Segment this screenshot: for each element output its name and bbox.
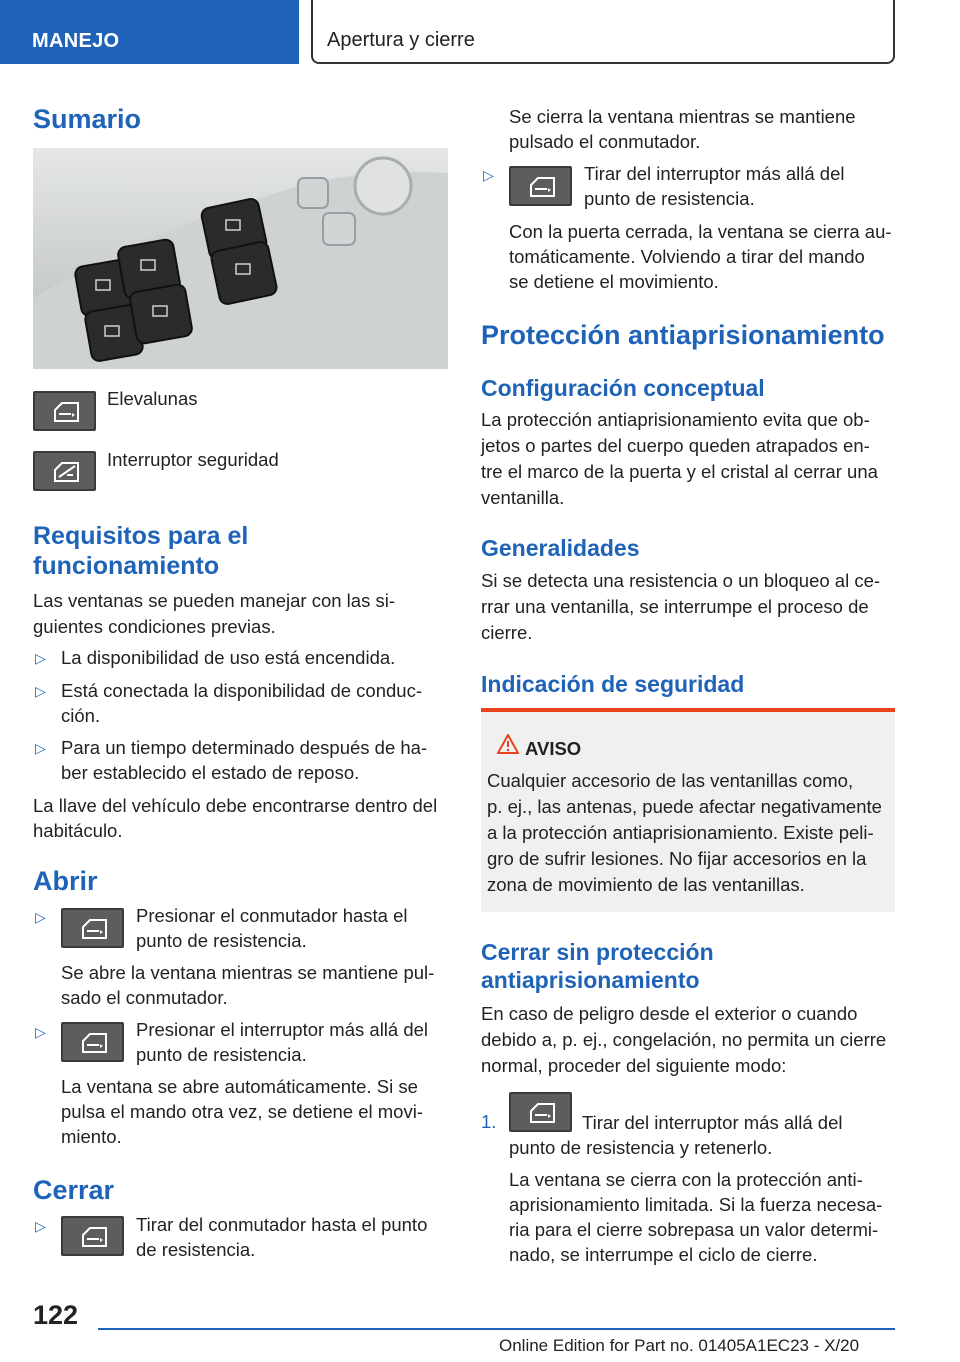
window-switch-icon xyxy=(33,391,96,431)
warning-text-l2: p. ej., las antenas, puede afectar negativamente xyxy=(487,796,882,817)
header-chapter-tab xyxy=(311,0,895,64)
bullet-icon: ▷ xyxy=(483,167,494,183)
window-switch-icon xyxy=(61,908,124,948)
cerrar-title: Cerrar xyxy=(33,1175,115,1205)
header-chapter-label: Apertura y cierre xyxy=(327,29,475,51)
cerrar-sin-title-l1: Cerrar sin protección xyxy=(481,939,714,965)
cerrar-item-2-desc-l1: Con la puerta cerrada, la ventana se cierra au- xyxy=(509,221,892,242)
footer-divider xyxy=(98,1328,895,1330)
window-switch-icon xyxy=(509,166,572,206)
requisito-2-l1: Está conectada la disponibilidad de conduc- xyxy=(61,680,422,701)
requisitos-note-l1: La llave del vehículo debe encontrarse dentro del xyxy=(33,795,438,816)
requisito-3-l1: Para un tiempo determinado después de ha- xyxy=(61,737,428,758)
cerrar-item-2-l1: Tirar del interruptor más allá del xyxy=(584,163,845,184)
abrir-item-1-desc-l2: sado el conmutador. xyxy=(61,987,228,1008)
cerrar-item-1-desc-l1: Se cierra la ventana mientras se mantiene xyxy=(509,106,856,127)
abrir-item-2-desc-l1: La ventana se abre automáticamente. Si se xyxy=(61,1076,418,1097)
step-1-l1: Tirar del interruptor más allá del xyxy=(582,1112,843,1133)
window-switch-icon xyxy=(61,1216,124,1256)
abrir-item-1-desc-l1: Se abre la ventana mientras se mantiene pul- xyxy=(61,962,435,983)
warning-text-l1: Cualquier accesorio de las ventanillas como, xyxy=(487,770,854,791)
cerrar-sin-l1: En caso de peligro desde el exterior o cuando xyxy=(481,1003,858,1024)
warning-text-l4: gro de sufrir lesiones. No fijar accesorios en la xyxy=(487,848,867,869)
step-1-desc-l4: nado, se interrumpe el ciclo de cierre. xyxy=(509,1244,818,1265)
generalidades-l3: cierre. xyxy=(481,622,533,643)
step-number: 1. xyxy=(481,1111,497,1132)
generalidades-title: Generalidades xyxy=(481,535,640,561)
requisitos-title-l2: funcionamiento xyxy=(33,552,220,580)
page-number: 122 xyxy=(33,1300,79,1330)
window-switch-panel-photo xyxy=(33,148,448,369)
edition-label: Online Edition for Part no. 01405A1EC23 - X/20 xyxy=(499,1336,860,1355)
abrir-item-2-l1: Presionar el interruptor más allá del xyxy=(136,1019,429,1040)
warning-triangle-icon xyxy=(497,734,519,754)
cerrar-item-2-desc-l3: se detiene el movimiento. xyxy=(509,271,719,292)
step-1-l2: punto de resistencia y retenerlo. xyxy=(509,1137,773,1158)
safety-switch-icon xyxy=(33,451,96,491)
abrir-item-1-l2: punto de resistencia. xyxy=(136,930,307,951)
legend-label-elevalunas: Elevalunas xyxy=(107,388,198,409)
warning-label: AVISO xyxy=(525,738,582,759)
cerrar-sin-l3: normal, proceder del siguiente modo: xyxy=(481,1055,787,1076)
bullet-icon: ▷ xyxy=(35,909,46,925)
cerrar-sin-l2: debido a, p. ej., congelación, no permita un cierre xyxy=(481,1029,887,1050)
requisitos-note-l2: habitáculo. xyxy=(33,820,123,841)
window-switch-icon xyxy=(61,1022,124,1062)
abrir-item-2-l2: punto de resistencia. xyxy=(136,1044,307,1065)
requisitos-title-l1: Requisitos para el xyxy=(33,522,249,550)
proteccion-title: Protección antiaprisionamiento xyxy=(481,320,885,350)
legend-label-interruptor-seguridad: Interruptor seguridad xyxy=(107,449,279,470)
sumario-title: Sumario xyxy=(33,104,142,134)
generalidades-l1: Si se detecta una resistencia o un bloqueo al ce- xyxy=(481,570,881,591)
bullet-icon: ▷ xyxy=(35,683,46,699)
abrir-title: Abrir xyxy=(33,866,98,896)
header-section-tab xyxy=(0,0,299,64)
requisito-2-l2: ción. xyxy=(61,705,101,726)
configuracion-title: Configuración conceptual xyxy=(481,375,765,401)
cerrar-item-2-l2: punto de resistencia. xyxy=(584,188,755,209)
step-1-desc-l1: La ventana se cierra con la protección anti- xyxy=(509,1169,863,1190)
abrir-item-2-desc-l2: pulsa el mando otra vez, se detiene el movi- xyxy=(61,1101,423,1122)
window-switch-icon xyxy=(509,1092,572,1132)
warning-text-l5: zona de movimiento de las ventanillas. xyxy=(487,874,805,895)
indicacion-seguridad-title: Indicación de seguridad xyxy=(481,671,745,697)
bullet-icon: ▷ xyxy=(35,1218,46,1234)
warning-text-l3: a la protección antiaprisionamiento. Existe peli- xyxy=(487,822,874,843)
bullet-icon: ▷ xyxy=(35,650,46,666)
cerrar-item-2-desc-l2: tomáticamente. Volviendo a tirar del mando xyxy=(509,246,865,267)
cerrar-item-1-desc-l2: pulsado el conmutador. xyxy=(509,131,701,152)
step-1-desc-l3: ria para el cierre sobrepasa un valor determi- xyxy=(509,1219,879,1240)
header-section-label: MANEJO xyxy=(32,30,120,52)
step-1-desc-l2: aprisionamiento limitada. Si la fuerza necesa- xyxy=(509,1194,883,1215)
requisito-1: La disponibilidad de uso está encendida. xyxy=(61,647,396,668)
cerrar-item-1-l1: Tirar del conmutador hasta el punto xyxy=(136,1214,428,1235)
bullet-icon: ▷ xyxy=(35,740,46,756)
generalidades-l2: rrar una ventanilla, se interrumpe el proceso de xyxy=(481,596,869,617)
configuracion-l1: La protección antiaprisionamiento evita que ob- xyxy=(481,409,870,430)
configuracion-l4: ventanilla. xyxy=(481,487,565,508)
bullet-icon: ▷ xyxy=(35,1024,46,1040)
configuracion-l2: jetos o partes del cuerpo queden atrapados en- xyxy=(481,435,870,456)
requisitos-intro-l2: guientes condiciones previas. xyxy=(33,616,276,637)
cerrar-sin-title-l2: antiaprisionamiento xyxy=(481,967,700,993)
abrir-item-2-desc-l3: miento. xyxy=(61,1126,122,1147)
requisitos-intro-l1: Las ventanas se pueden manejar con las si- xyxy=(33,590,395,611)
cerrar-item-1-l2: de resistencia. xyxy=(136,1239,256,1260)
configuracion-l3: tre el marco de la puerta y el cristal al cerrar una xyxy=(481,461,878,482)
requisito-3-l2: ber establecido el estado de reposo. xyxy=(61,762,360,783)
abrir-item-1-l1: Presionar el conmutador hasta el xyxy=(136,905,408,926)
